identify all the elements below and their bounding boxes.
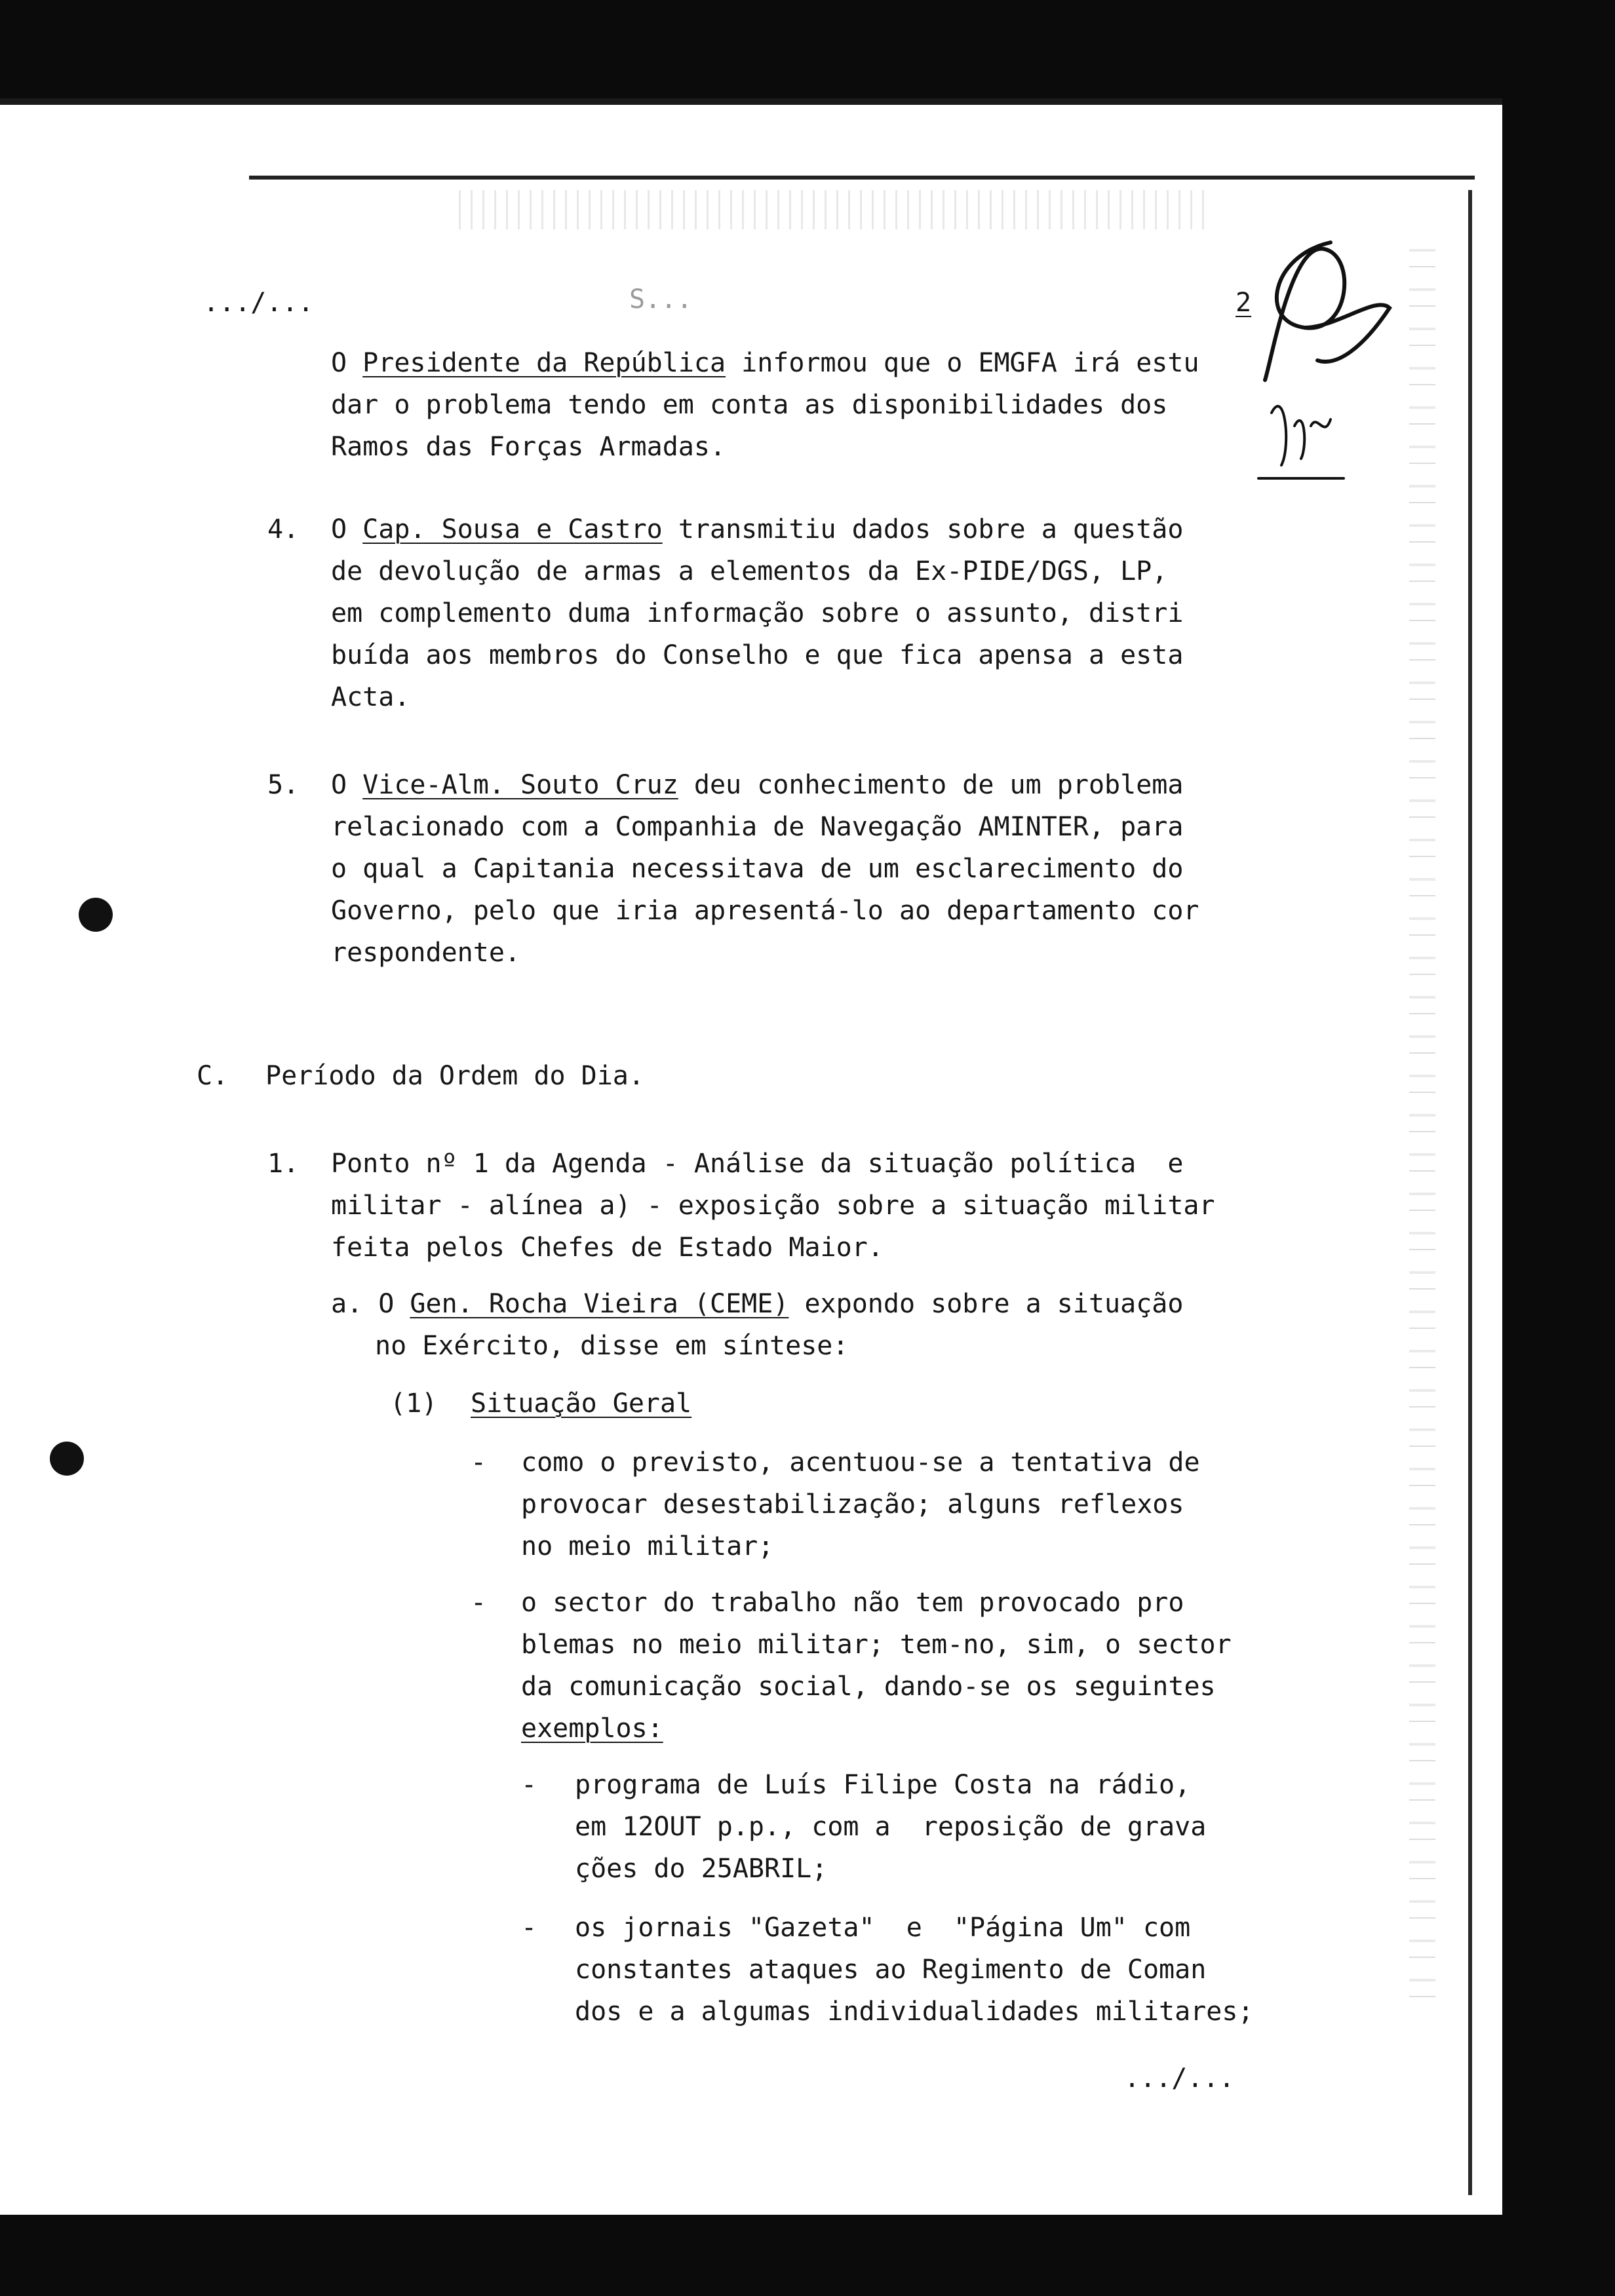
item-number: 1. [267, 1149, 300, 1179]
dash-line: constantes ataques ao Regimento de Coman [575, 1955, 1207, 1985]
margin-noise [1409, 249, 1435, 2018]
punch-hole-bottom [50, 1442, 84, 1476]
top-rule [249, 176, 1475, 180]
paragraph-presidente: O Presidente da República informou que o EMGFA irá estu [331, 348, 1199, 378]
paragraph-line: dar o problema tendo em conta as disponibilidades dos [331, 390, 1168, 420]
scan-edge [1468, 190, 1472, 2195]
item-4-line: em complemento duma informação sobre o assunto, distri [331, 598, 1184, 628]
section-letter: C. [197, 1061, 229, 1091]
item-number: 5. [267, 770, 300, 800]
dash-line: no meio militar; [521, 1531, 774, 1561]
continuation-marker-top: .../... [203, 288, 314, 318]
dash-mark: - [521, 1770, 537, 1800]
dash-line: como o previsto, acentuou-se a tentativa de [521, 1447, 1200, 1478]
point-1-line: Ponto nº 1 da Agenda - Análise da situação política e [331, 1149, 1184, 1179]
item-4-line: de devolução de armas a elementos da Ex-PIDE/DGS, LP, [331, 556, 1168, 586]
dash-line: blemas no meio militar; tem-no, sim, o sector [521, 1630, 1232, 1660]
sub-heading: Situação Geral [471, 1388, 692, 1419]
dash-mark: - [471, 1588, 487, 1618]
sub-a-line: no Exército, disse em síntese: [375, 1331, 849, 1361]
item-4-line: buída aos membros do Conselho e que fica apensa a esta [331, 640, 1184, 670]
faded-stamp: S... [629, 284, 693, 315]
continuation-marker-bottom: .../... [1124, 2063, 1235, 2094]
item-4-line: Acta. [331, 682, 410, 712]
dash-line: em 12OUT p.p., com a reposição de grava [575, 1812, 1207, 1842]
item-5-line: relacionado com a Companhia de Navegação AMINTER, para [331, 812, 1184, 842]
dash-mark: - [471, 1447, 487, 1478]
point-1-line: feita pelos Chefes de Estado Maior. [331, 1233, 884, 1263]
dash-line: provocar desestabilização; alguns reflexos [521, 1489, 1184, 1520]
sub-number: (1) [390, 1388, 438, 1419]
item-5-line: O Vice-Alm. Souto Cruz deu conhecimento de um problema [331, 770, 1184, 800]
dash-mark: - [521, 1913, 537, 1943]
handwritten-signature [1232, 229, 1403, 505]
item-number: 4. [267, 514, 300, 545]
item-4-line: O Cap. Sousa e Castro transmitiu dados sobre a questão [331, 514, 1184, 545]
item-5-line: o qual a Capitania necessitava de um esclarecimento do [331, 854, 1184, 884]
point-1-line: militar - alínea a) - exposição sobre a situação militar [331, 1191, 1215, 1221]
section-title: Período da Ordem do Dia. [265, 1061, 644, 1091]
dash-line: da comunicação social, dando-se os seguintes [521, 1672, 1216, 1702]
page-number: 2 [1236, 288, 1252, 318]
sub-a-line: a. O Gen. Rocha Vieira (CEME) expondo sobre a situação [331, 1289, 1184, 1319]
item-5-line: Governo, pelo que iria apresentá-lo ao departamento cor [331, 896, 1199, 926]
dash-line: ções do 25ABRIL; [575, 1854, 828, 1884]
paragraph-line: Ramos das Forças Armadas. [331, 432, 726, 462]
dash-line: dos e a algumas individualidades militares; [575, 1997, 1254, 2027]
dash-line: exemplos: [521, 1713, 663, 1744]
dash-line: programa de Luís Filipe Costa na rádio, [575, 1770, 1191, 1800]
punch-hole-top [79, 898, 113, 932]
dash-line: o sector do trabalho não tem provocado pro [521, 1588, 1184, 1618]
header-smudge [459, 190, 1213, 229]
dash-line: os jornais "Gazeta" e "Página Um" com [575, 1913, 1191, 1943]
item-5-line: respondente. [331, 938, 520, 968]
